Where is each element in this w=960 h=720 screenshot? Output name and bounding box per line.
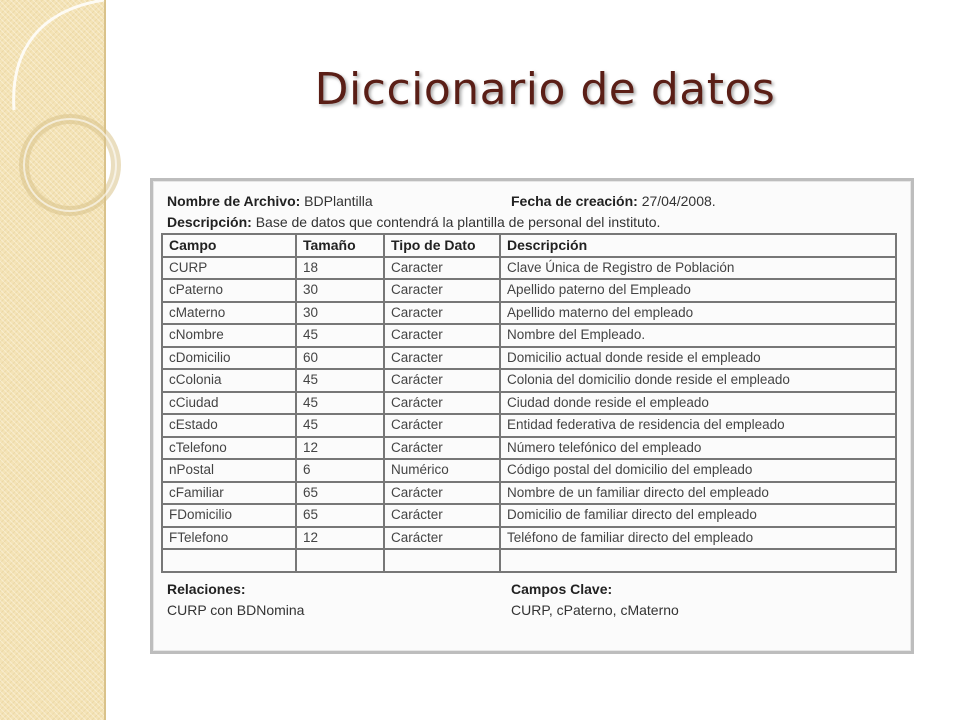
cell-campo: cCiudad [162,392,296,415]
slide-title: Diccionario de datos [314,64,776,115]
cell-descripcion: Colonia del domicilio donde reside el empleado [500,369,896,392]
data-dictionary-table [161,233,897,573]
cell-campo: CURP [162,257,296,280]
cell-tamano: 65 [296,504,384,527]
cell-tamano: 12 [296,437,384,460]
cell-descripcion: Teléfono de familiar directo del empleado [500,527,896,550]
cell-tipo: Carácter [384,527,500,550]
cell-descripcion: Domicilio de familiar directo del empleado [500,504,896,527]
table-row [162,482,896,505]
cell-campo: cMaterno [162,302,296,325]
cell-campo: cColonia [162,369,296,392]
cell-tipo: Carácter [384,482,500,505]
decorative-arcs [0,0,140,240]
table-row [162,279,896,302]
cell-campo [162,549,296,572]
file-info-line [167,193,716,209]
key-fields-value: CURP, cPaterno, cMaterno [511,602,679,618]
cell-tamano: 45 [296,414,384,437]
cell-tipo: Caracter [384,279,500,302]
cell-descripcion: Apellido materno del empleado [500,302,896,325]
cell-tamano: 6 [296,459,384,482]
cell-tamano: 18 [296,257,384,280]
cell-descripcion: Nombre de un familiar directo del empleado [500,482,896,505]
table-header-row [162,234,896,257]
cell-tamano: 45 [296,392,384,415]
key-fields-block [511,579,679,621]
cell-campo: cPaterno [162,279,296,302]
cell-descripcion: Clave Única de Registro de Población [500,257,896,280]
table-row [162,347,896,370]
cell-campo: FDomicilio [162,504,296,527]
column-header-tipo: Tipo de Dato [384,234,500,257]
creation-date [511,193,716,209]
cell-descripcion: Código postal del domicilio del empleado [500,459,896,482]
cell-descripcion: Apellido paterno del Empleado [500,279,896,302]
column-header-tamano: Tamaño [296,234,384,257]
cell-tipo: Caracter [384,347,500,370]
creation-date-label: Fecha de creación: [511,193,638,209]
column-header-campo: Campo [162,234,296,257]
data-dictionary-document [150,178,914,654]
relations-block [167,579,304,621]
cell-tamano: 45 [296,324,384,347]
file-name-value: BDPlantilla [304,193,373,209]
table-row [162,459,896,482]
cell-descripcion: Domicilio actual donde reside el empleado [500,347,896,370]
table-row [162,392,896,415]
relations-label: Relaciones: [167,581,246,597]
cell-campo: cTelefono [162,437,296,460]
cell-tipo: Caracter [384,257,500,280]
cell-tamano: 60 [296,347,384,370]
key-fields-label: Campos Clave: [511,581,613,597]
cell-campo: nPostal [162,459,296,482]
description-label: Descripción: [167,214,252,230]
cell-tipo: Carácter [384,392,500,415]
cell-tamano: 45 [296,369,384,392]
cell-tipo: Carácter [384,504,500,527]
table-row [162,504,896,527]
cell-tipo: Carácter [384,414,500,437]
creation-date-value: 27/04/2008. [641,193,716,209]
cell-tipo: Carácter [384,369,500,392]
table-row [162,437,896,460]
cell-descripcion: Nombre del Empleado. [500,324,896,347]
cell-descripcion: Número telefónico del empleado [500,437,896,460]
cell-descripcion: Entidad federativa de residencia del empleado [500,414,896,437]
cell-campo: FTelefono [162,527,296,550]
cell-tipo: Carácter [384,437,500,460]
description-value: Base de datos que contendrá la plantilla de personal del instituto. [255,214,661,230]
cell-tipo [384,549,500,572]
cell-tipo: Caracter [384,324,500,347]
file-name-label: Nombre de Archivo: [167,193,301,209]
table-row [162,324,896,347]
table-row [162,369,896,392]
cell-tamano: 65 [296,482,384,505]
cell-tipo: Numérico [384,459,500,482]
table-row [162,302,896,325]
cell-tipo: Caracter [384,302,500,325]
cell-tamano: 30 [296,302,384,325]
table-row [162,257,896,280]
column-header-descripcion: Descripción [500,234,896,257]
cell-tamano [296,549,384,572]
cell-tamano: 12 [296,527,384,550]
cell-campo: cDomicilio [162,347,296,370]
cell-descripcion [500,549,896,572]
cell-tamano: 30 [296,279,384,302]
cell-campo: cEstado [162,414,296,437]
table-row [162,414,896,437]
cell-descripcion: Ciudad donde reside el empleado [500,392,896,415]
cell-campo: cFamiliar [162,482,296,505]
description-line [167,214,660,230]
relations-value: CURP con BDNomina [167,602,305,618]
table-row [162,527,896,550]
cell-campo: cNombre [162,324,296,347]
table-row [162,549,896,572]
